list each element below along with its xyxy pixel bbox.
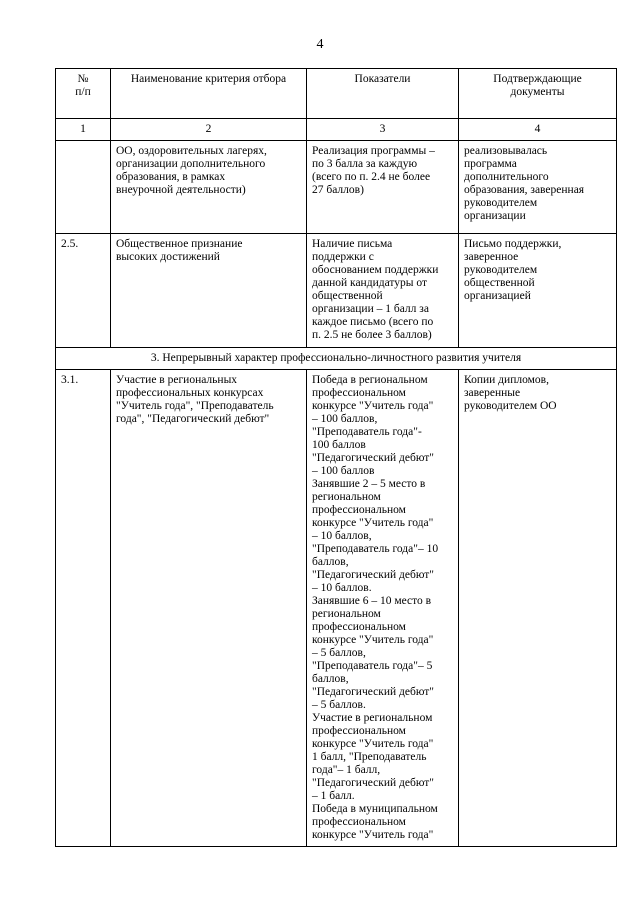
header-criterion: Наименование критерия отбора [111,69,307,119]
documents-cell: Письмо поддержки, заверенное руководителем общественной организацией [459,234,617,348]
table-row [56,370,617,847]
column-number: 3 [307,119,459,141]
section-heading-row [56,348,617,370]
row-number: 2.5. [56,234,111,348]
column-number: 4 [459,119,617,141]
indicators-cell: Наличие письма поддержки с обоснованием поддержки данной кандидатуры от общественной организации – 1 балл за каждое письмо (всего по п. 2.5 не более 3 баллов) [307,234,459,348]
criterion-cell: ОО, оздоровительных лагерях, организации дополнительного образования, в рамках внеурочной деятельности) [111,141,307,234]
criterion-cell: Общественное признание высоких достижений [111,234,307,348]
indicators-cell: Победа в региональном профессиональном конкурсе "Учитель года" – 100 баллов, "Преподаватель года"- 100 баллов "Педагогический дебют" – 100 баллов Занявшие 2 – 5 место в региональном профессиональном конкурсе "Учитель года" – 10 баллов, "Преподаватель года"– 10 баллов, "Педагогический дебют" – 10 баллов. Занявшие 6 – 10 место в региональном профессиональном конкурсе "Учитель года" – 5 баллов, "Преподаватель года"– 5 баллов, "Педагогический дебют" – 5 баллов. Участие в региональном профессиональном конкурсе "Учитель года" 1 балл, "Преподаватель года"– 1 балл, "Педагогический дебют" – 1 балл. Победа в муниципальном профессиональном конкурсе "Учитель года" [307,370,459,847]
section-title: 3. Непрерывный характер профессионально-личностного развития учителя [56,348,617,370]
column-number: 1 [56,119,111,141]
header-documents: Подтверждающие документы [459,69,617,119]
column-number-row [56,119,617,141]
header-row [56,69,617,119]
table-row [56,234,617,348]
indicators-cell: Реализация программы – по 3 балла за каждую (всего по п. 2.4 не более 27 баллов) [307,141,459,234]
criteria-table [55,68,617,847]
table-row [56,141,617,234]
documents-cell: реализовывалась программа дополнительного образования, заверенная руководителем организации [459,141,617,234]
header-indicators: Показатели [307,69,459,119]
header-number: № п/п [56,69,111,119]
page-number: 4 [316,37,324,52]
criterion-cell: Участие в региональных профессиональных конкурсах "Учитель года", "Преподаватель года", "Педагогический дебют" [111,370,307,847]
documents-cell: Копии дипломов, заверенные руководителем ОО [459,370,617,847]
column-number: 2 [111,119,307,141]
row-number [56,141,111,234]
row-number: 3.1. [56,370,111,847]
